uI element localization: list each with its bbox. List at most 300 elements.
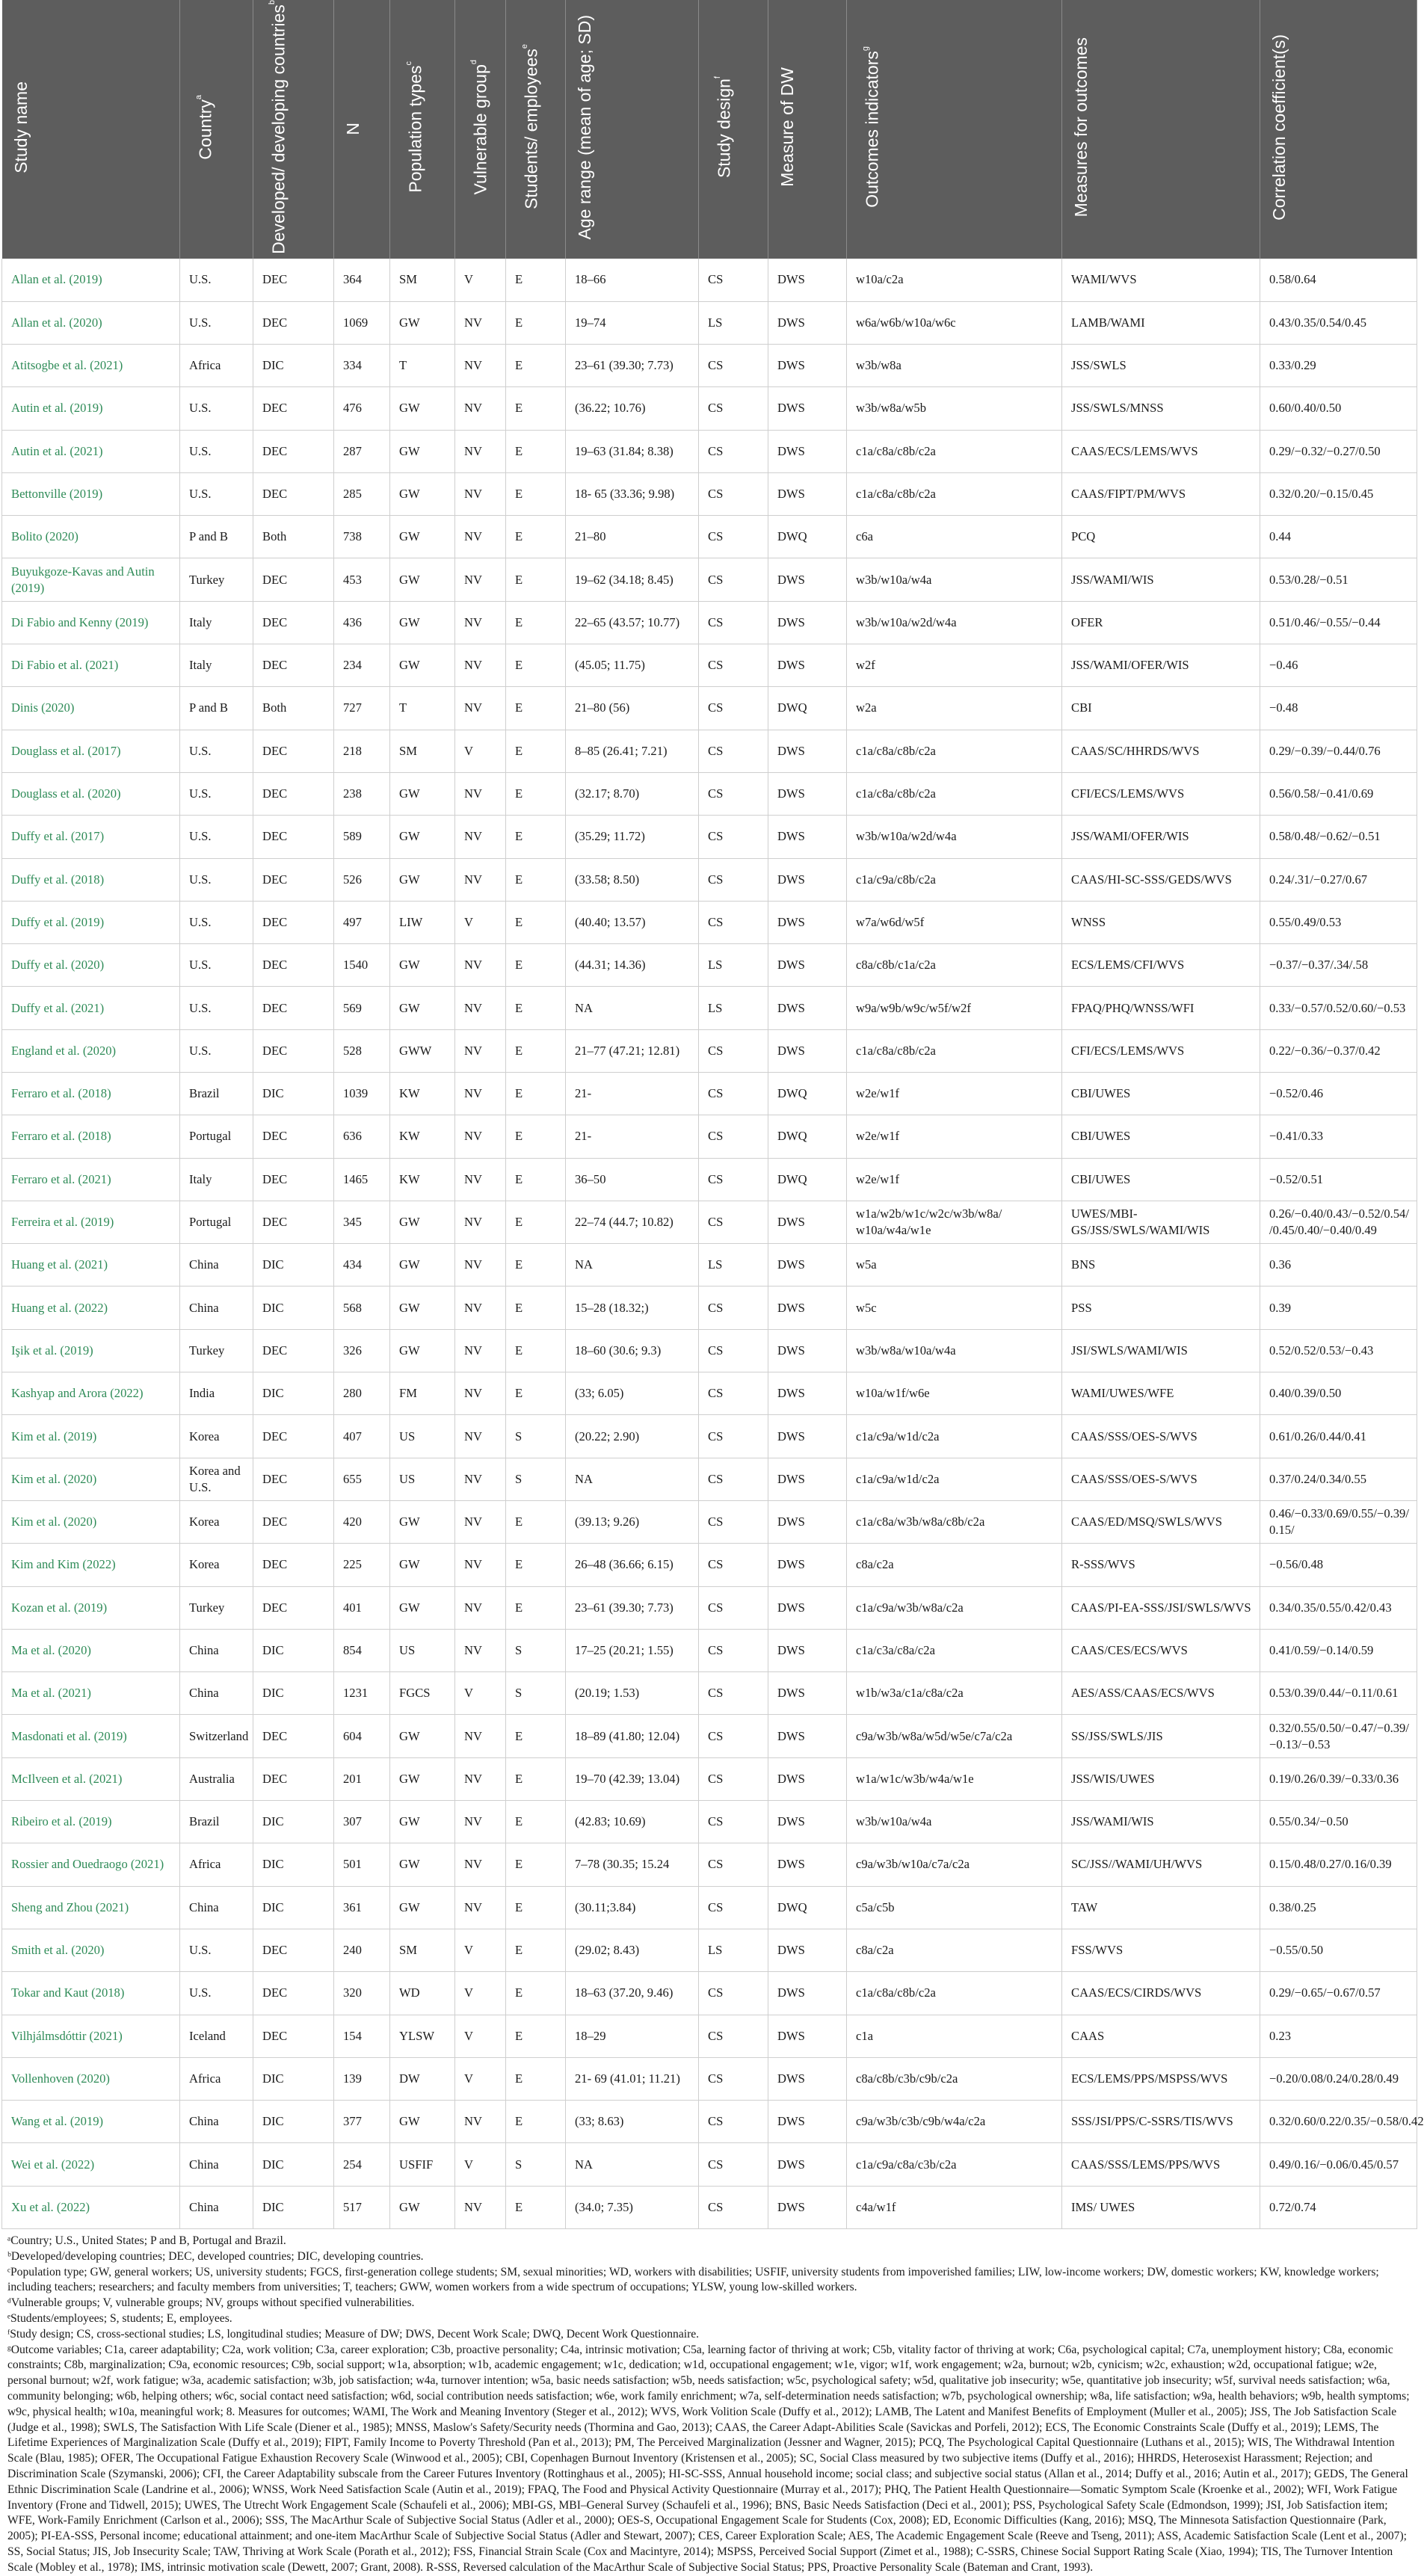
table-cell: E — [506, 1500, 566, 1543]
table-cell: China — [180, 1672, 253, 1715]
table-cell: NV — [455, 644, 506, 687]
study-name-link[interactable]: Duffy et al. (2021) — [2, 987, 180, 1029]
table-cell: w2e/w1f — [847, 1073, 1062, 1115]
table-row — [2, 816, 1417, 858]
table-cell: Korea — [180, 1415, 253, 1458]
table-cell: w9a/w9b/w9c/w5f/w2f — [847, 987, 1062, 1029]
table-cell: GW — [390, 558, 455, 601]
table-cell: w7a/w6d/w5f — [847, 901, 1062, 943]
table-row — [2, 1115, 1417, 1158]
table-cell: 528 — [334, 1029, 390, 1072]
table-cell: DWS — [768, 1586, 847, 1629]
table-cell: −0.46 — [1260, 644, 1417, 687]
table-cell: c1a/c9a/w1d/c2a — [847, 1415, 1062, 1458]
table-cell: T — [390, 344, 455, 386]
study-name-link[interactable]: McIlveen et al. (2021) — [2, 1757, 180, 1800]
table-cell: CS — [699, 1801, 768, 1843]
table-cell: E — [506, 858, 566, 901]
table-row — [2, 644, 1417, 687]
table-cell: SM — [390, 1929, 455, 1971]
table-cell: CS — [699, 1972, 768, 2015]
table-cell: P and B — [180, 516, 253, 558]
table-row — [2, 1158, 1417, 1201]
study-name-link[interactable]: Di Fabio et al. (2021) — [2, 644, 180, 687]
table-cell: IMS/ UWES — [1062, 2186, 1260, 2228]
table-cell: 407 — [334, 1415, 390, 1458]
table-row — [2, 1029, 1417, 1072]
column-header-text: Country — [195, 99, 215, 160]
table-cell: GW — [390, 1586, 455, 1629]
study-name-link[interactable]: Di Fabio and Kenny (2019) — [2, 601, 180, 644]
table-cell: −0.55/0.50 — [1260, 1929, 1417, 1971]
column-header-text: Population types — [405, 65, 425, 193]
table-cell: BNS — [1062, 1244, 1260, 1287]
table-cell: (33.58; 8.50) — [566, 858, 699, 901]
table-row — [2, 2143, 1417, 2186]
table-cell: 8–85 (26.41; 7.21) — [566, 730, 699, 772]
table-cell: E — [506, 730, 566, 772]
table-cell: 254 — [334, 2143, 390, 2186]
table-cell: c1a/c8a/c8b/c2a — [847, 1029, 1062, 1072]
table-cell: w1a/w2b/w1c/w2c/w3b/w8a/ w10a/w4a/w1e — [847, 1201, 1062, 1243]
table-cell: T — [390, 687, 455, 730]
table-cell: w3b/w8a/w10a/w4a — [847, 1329, 1062, 1372]
table-cell: DWS — [768, 601, 847, 644]
column-header-footnote-mark: b — [268, 0, 277, 5]
table-cell: c1a/c9a/w3b/w8a/c2a — [847, 1586, 1062, 1629]
table-cell: NV — [455, 1458, 506, 1500]
table-cell: GW — [390, 2186, 455, 2228]
column-header-label — [399, 61, 425, 193]
table-cell: KW — [390, 1073, 455, 1115]
table-cell: DWS — [768, 2015, 847, 2057]
table-cell: 0.49/0.16/−0.06/0.45/0.57 — [1260, 2143, 1417, 2186]
study-name-link[interactable]: Huang et al. (2022) — [2, 1287, 180, 1329]
table-cell: JSI/SWLS/WAMI/WIS — [1062, 1329, 1260, 1372]
study-name-link[interactable]: Ferraro et al. (2021) — [2, 1158, 180, 1201]
table-cell: U.S. — [180, 472, 253, 515]
table-cell: JSS/WIS/UWES — [1062, 1757, 1260, 1800]
table-cell: DWS — [768, 1244, 847, 1287]
study-name-link[interactable]: Douglass et al. (2017) — [2, 730, 180, 772]
study-name-link[interactable]: Kim et al. (2019) — [2, 1415, 180, 1458]
table-cell: NV — [455, 1115, 506, 1158]
table-cell: Iceland — [180, 2015, 253, 2057]
table-cell: 0.37/0.24/0.34/0.55 — [1260, 1458, 1417, 1500]
table-cell: E — [506, 1073, 566, 1115]
table-cell: P and B — [180, 687, 253, 730]
table-cell: 0.53/0.28/−0.51 — [1260, 558, 1417, 601]
table-cell: 238 — [334, 772, 390, 815]
table-cell: SM — [390, 730, 455, 772]
table-header — [2, 0, 1417, 259]
table-cell: V — [455, 1672, 506, 1715]
table-cell: DIC — [253, 344, 334, 386]
table-cell: 201 — [334, 1757, 390, 1800]
study-name-link[interactable]: Rossier and Ouedraogo (2021) — [2, 1843, 180, 1886]
table-cell: 0.33/−0.57/0.52/0.60/−0.53 — [1260, 987, 1417, 1029]
study-name-link[interactable]: Ma et al. (2021) — [2, 1672, 180, 1715]
footnote: ᶜPopulation type; GW, general workers; US, university students; FGCS, first-generation college students; SM, sexual minorities; WD, workers with disabilities; USFIF, university students from impoverished families; LIW, low-income workers; DW, domestic workers; KW, knowledge workers; including teachers; researchers; and faculty members from universities; T, teachers; GWW, women workers from a wide spectrum of occupations; YLSW, young low-skilled workers. — [7, 2265, 1379, 2294]
table-cell: c4a/w1f — [847, 2186, 1062, 2228]
table-cell: CS — [699, 901, 768, 943]
table-cell: DEC — [253, 1929, 334, 1971]
table-cell: E — [506, 1801, 566, 1843]
table-cell: c1a/c8a/w3b/w8a/c8b/c2a — [847, 1500, 1062, 1543]
table-cell: NA — [566, 1244, 699, 1287]
table-cell: DEC — [253, 301, 334, 344]
study-name-link[interactable]: Tokar and Kaut (2018) — [2, 1972, 180, 2015]
study-name-link[interactable]: Duffy et al. (2020) — [2, 944, 180, 987]
table-cell: Turkey — [180, 558, 253, 601]
table-cell: GW — [390, 387, 455, 430]
table-cell: GW — [390, 816, 455, 858]
table-row — [2, 1586, 1417, 1629]
table-row — [2, 1972, 1417, 2015]
table-cell: JSS/SWLS/MNSS — [1062, 387, 1260, 430]
table-cell: 854 — [334, 1629, 390, 1671]
table-cell: GW — [390, 1757, 455, 1800]
table-cell: CAAS/FIPT/PM/WVS — [1062, 472, 1260, 515]
table-cell: 21–77 (47.21; 12.81) — [566, 1029, 699, 1072]
table-cell: 0.60/0.40/0.50 — [1260, 387, 1417, 430]
table-cell: DWS — [768, 1757, 847, 1800]
table-cell: DEC — [253, 1158, 334, 1201]
table-cell: LS — [699, 1929, 768, 1971]
footnote: ᶠStudy design; CS, cross-sectional studies; LS, longitudinal studies; Measure of DW; DWS, Decent Work Scale; DWQ, Decent Work Questionnaire. — [7, 2327, 700, 2341]
table-cell: CS — [699, 1629, 768, 1671]
table-cell: E — [506, 1715, 566, 1757]
table-cell: Africa — [180, 344, 253, 386]
table-cell: DIC — [253, 1672, 334, 1715]
table-cell: DEC — [253, 1544, 334, 1586]
table-cell: DWS — [768, 1458, 847, 1500]
study-name-link[interactable]: Autin et al. (2019) — [2, 387, 180, 430]
table-cell: 0.15/0.48/0.27/0.16/0.39 — [1260, 1843, 1417, 1886]
table-cell: DIC — [253, 2143, 334, 2186]
table-cell: U.S. — [180, 259, 253, 301]
table-cell: NV — [455, 472, 506, 515]
table-cell: U.S. — [180, 944, 253, 987]
table-cell: 1039 — [334, 1073, 390, 1115]
table-cell: NV — [455, 516, 506, 558]
study-name-link[interactable]: Işik et al. (2019) — [2, 1329, 180, 1372]
table-cell: DWS — [768, 901, 847, 943]
table-cell: c8a/c2a — [847, 1544, 1062, 1586]
table-cell: 22–65 (43.57; 10.77) — [566, 601, 699, 644]
table-cell: E — [506, 987, 566, 1029]
table-cell: GW — [390, 987, 455, 1029]
table-cell: CS — [699, 1886, 768, 1929]
table-cell: w3b/w10a/w2d/w4a — [847, 816, 1062, 858]
table-cell: c1a/c8a/c8b/c2a — [847, 772, 1062, 815]
table-cell: DWS — [768, 644, 847, 687]
table-cell: CS — [699, 259, 768, 301]
table-cell: 21- — [566, 1073, 699, 1115]
table-cell: DEC — [253, 2015, 334, 2057]
table-cell: R-SSS/WVS — [1062, 1544, 1260, 1586]
table-cell: DEC — [253, 816, 334, 858]
table-cell: WD — [390, 1972, 455, 2015]
table-row — [2, 1629, 1417, 1671]
table-cell: NV — [455, 1544, 506, 1586]
table-cell: 154 — [334, 2015, 390, 2057]
study-name-link[interactable]: Kim et al. (2020) — [2, 1500, 180, 1543]
table-row — [2, 558, 1417, 601]
table-cell: 0.23 — [1260, 2015, 1417, 2057]
table-cell: c9a/w3b/c3b/c9b/w4a/c2a — [847, 2101, 1062, 2143]
footnote: ᵈVulnerable groups; V, vulnerable groups; NV, groups without specified vulnerabilities. — [7, 2296, 415, 2310]
table-cell: CS — [699, 1544, 768, 1586]
table-cell: E — [506, 601, 566, 644]
table-cell: E — [506, 1158, 566, 1201]
table-cell: Korea — [180, 1500, 253, 1543]
table-cell: c5a/c5b — [847, 1886, 1062, 1929]
study-name-link[interactable]: Buyukgoze-Kavas and Autin (2019) — [2, 558, 180, 601]
table-cell: NV — [455, 1201, 506, 1243]
study-name-link[interactable]: Duffy et al. (2019) — [2, 901, 180, 943]
table-cell: c1a/c9a/w1d/c2a — [847, 1458, 1062, 1500]
table-cell: E — [506, 1287, 566, 1329]
table-cell: CS — [699, 858, 768, 901]
table-cell: NV — [455, 1586, 506, 1629]
study-name-link[interactable]: Huang et al. (2021) — [2, 1244, 180, 1287]
table-row — [2, 1929, 1417, 1971]
table-cell: DIC — [253, 2186, 334, 2228]
table-cell: (40.40; 13.57) — [566, 901, 699, 943]
table-cell: V — [455, 259, 506, 301]
table-cell: E — [506, 2057, 566, 2100]
table-cell: w2e/w1f — [847, 1115, 1062, 1158]
study-name-link[interactable]: Ferraro et al. (2018) — [2, 1073, 180, 1115]
table-cell: NV — [455, 987, 506, 1029]
table-cell: E — [506, 1329, 566, 1372]
study-name-link[interactable]: Kim et al. (2020) — [2, 1458, 180, 1500]
table-cell: w5c — [847, 1287, 1062, 1329]
table-cell: c8a/c8b/c1a/c2a — [847, 944, 1062, 987]
table-cell: 0.32/0.55/0.50/−0.47/−0.39/ −0.13/−0.53 — [1260, 1715, 1417, 1757]
study-name-link[interactable]: Wei et al. (2022) — [2, 2143, 180, 2186]
study-name-link[interactable]: Masdonati et al. (2019) — [2, 1715, 180, 1757]
table-cell: 345 — [334, 1201, 390, 1243]
table-cell: 1465 — [334, 1158, 390, 1201]
column-header — [455, 0, 506, 259]
table-cell: DWS — [768, 472, 847, 515]
table-cell: 18–29 — [566, 2015, 699, 2057]
table-cell: LS — [699, 301, 768, 344]
table-cell: GWW — [390, 1029, 455, 1072]
table-cell: Portugal — [180, 1201, 253, 1243]
table-cell: NV — [455, 2101, 506, 2143]
table-cell: Brazil — [180, 1073, 253, 1115]
table-cell: DEC — [253, 1201, 334, 1243]
table-cell: 19–74 — [566, 301, 699, 344]
table-cell: V — [455, 2057, 506, 2100]
table-cell: CS — [699, 2101, 768, 2143]
study-name-link[interactable]: Duffy et al. (2017) — [2, 816, 180, 858]
table-row — [2, 301, 1417, 344]
study-name-link[interactable]: England et al. (2020) — [2, 1029, 180, 1072]
table-cell: c8a/c2a — [847, 1929, 1062, 1971]
study-name-link[interactable]: Bettonville (2019) — [2, 472, 180, 515]
study-name-link[interactable]: Douglass et al. (2020) — [2, 772, 180, 815]
table-cell: E — [506, 1029, 566, 1072]
table-cell: CAAS/SSS/OES-S/WVS — [1062, 1415, 1260, 1458]
table-body — [2, 259, 1424, 2229]
table-cell: w2e/w1f — [847, 1158, 1062, 1201]
study-name-link[interactable]: Wang et al. (2019) — [2, 2101, 180, 2143]
table-row — [2, 516, 1417, 558]
table-cell: (20.22; 2.90) — [566, 1415, 699, 1458]
table-cell: DEC — [253, 472, 334, 515]
table-cell: NV — [455, 1244, 506, 1287]
table-cell: E — [506, 301, 566, 344]
table-cell: Turkey — [180, 1329, 253, 1372]
table-cell: w2f — [847, 644, 1062, 687]
study-name-link[interactable]: Kozan et al. (2019) — [2, 1586, 180, 1629]
table-cell: DIC — [253, 2057, 334, 2100]
table-cell: NV — [455, 687, 506, 730]
study-name-link[interactable]: Smith et al. (2020) — [2, 1929, 180, 1971]
table-row — [2, 2015, 1417, 2057]
study-name-link[interactable]: Bolito (2020) — [2, 516, 180, 558]
table-cell: c1a/c8a/c8b/c2a — [847, 472, 1062, 515]
column-header-footnote-mark: d — [469, 59, 478, 64]
table-row — [2, 1757, 1417, 1800]
table-cell: DEC — [253, 730, 334, 772]
table-cell: 240 — [334, 1929, 390, 1971]
table-cell: NV — [455, 301, 506, 344]
table-cell: 636 — [334, 1115, 390, 1158]
table-cell: DEC — [253, 601, 334, 644]
column-header-footnote-mark: g — [861, 46, 870, 52]
column-header-label — [11, 81, 31, 173]
table-cell: WAMI/WVS — [1062, 259, 1260, 301]
table-cell: 526 — [334, 858, 390, 901]
study-name-link[interactable]: Vilhjálmsdóttir (2021) — [2, 2015, 180, 2057]
study-name-link[interactable]: Ferreira et al. (2019) — [2, 1201, 180, 1243]
table-cell: 476 — [334, 387, 390, 430]
table-cell: U.S. — [180, 858, 253, 901]
column-header-text: Vulnerable group — [470, 64, 490, 195]
table-cell: NV — [455, 1500, 506, 1543]
column-header — [253, 0, 334, 259]
table-cell: KW — [390, 1115, 455, 1158]
table-cell: CAAS/ECS/CIRDS/WVS — [1062, 1972, 1260, 2015]
table-cell: 307 — [334, 1801, 390, 1843]
table-cell: DIC — [253, 1629, 334, 1671]
table-cell: 0.53/0.39/0.44/−0.11/0.61 — [1260, 1672, 1417, 1715]
table-cell: DWS — [768, 772, 847, 815]
study-name-link[interactable]: Sheng and Zhou (2021) — [2, 1886, 180, 1929]
table-cell: c1a/c8a/c8b/c2a — [847, 1972, 1062, 2015]
column-header — [566, 0, 699, 259]
table-cell: 0.43/0.35/0.54/0.45 — [1260, 301, 1417, 344]
study-name-link[interactable]: Kashyap and Arora (2022) — [2, 1372, 180, 1415]
table-cell: CAAS/SC/HHRDS/WVS — [1062, 730, 1260, 772]
table-cell: NA — [566, 1458, 699, 1500]
table-cell: DEC — [253, 987, 334, 1029]
table-cell: 0.33/0.29 — [1260, 344, 1417, 386]
table-cell: DWS — [768, 1544, 847, 1586]
table-cell: CS — [699, 1158, 768, 1201]
study-name-link[interactable]: Allan et al. (2019) — [2, 259, 180, 301]
table-cell: 497 — [334, 901, 390, 943]
table-cell: 15–28 (18.32;) — [566, 1287, 699, 1329]
study-name-link[interactable]: Vollenhoven (2020) — [2, 2057, 180, 2100]
table-row — [2, 1073, 1417, 1115]
study-name-link[interactable]: Ribeiro et al. (2019) — [2, 1801, 180, 1843]
column-header-footnote-mark: f — [713, 76, 722, 78]
table-cell: CS — [699, 1287, 768, 1329]
column-header-label — [343, 123, 363, 135]
table-cell: w10a/c2a — [847, 259, 1062, 301]
table-cell: NA — [566, 2143, 699, 2186]
table-cell: 655 — [334, 1458, 390, 1500]
table-cell: 0.29/−0.65/−0.67/0.57 — [1260, 1972, 1417, 2015]
table-cell: 0.24/.31/−0.27/0.67 — [1260, 858, 1417, 901]
study-name-link[interactable]: Duffy et al. (2018) — [2, 858, 180, 901]
table-cell: Korea — [180, 1544, 253, 1586]
column-header — [768, 0, 847, 259]
table-cell: 139 — [334, 2057, 390, 2100]
table-cell: 36–50 — [566, 1158, 699, 1201]
table-cell: E — [506, 644, 566, 687]
table-cell: TAW — [1062, 1886, 1260, 1929]
study-name-link[interactable]: Allan et al. (2020) — [2, 301, 180, 344]
table-cell: CS — [699, 1586, 768, 1629]
study-name-link[interactable]: Ma et al. (2020) — [2, 1629, 180, 1671]
study-name-link[interactable]: Autin et al. (2021) — [2, 430, 180, 472]
table-cell: PCQ — [1062, 516, 1260, 558]
table-cell: USFIF — [390, 2143, 455, 2186]
study-name-link[interactable]: Kim and Kim (2022) — [2, 1544, 180, 1586]
table-cell: Australia — [180, 1757, 253, 1800]
study-name-link[interactable]: Ferraro et al. (2018) — [2, 1115, 180, 1158]
table-cell: (29.02; 8.43) — [566, 1929, 699, 1971]
table-cell: CS — [699, 344, 768, 386]
table-cell: DIC — [253, 1244, 334, 1287]
study-name-link[interactable]: Atitsogbe et al. (2021) — [2, 344, 180, 386]
table-row — [2, 1244, 1417, 1287]
table-cell: CS — [699, 644, 768, 687]
table-cell: E — [506, 687, 566, 730]
table-row — [2, 2057, 1417, 2100]
table-cell: DEC — [253, 858, 334, 901]
table-cell: CS — [699, 1201, 768, 1243]
study-name-link[interactable]: Xu et al. (2022) — [2, 2186, 180, 2228]
table-cell: GW — [390, 1500, 455, 1543]
table-cell: SC/JSS//WAMI/UH/WVS — [1062, 1843, 1260, 1886]
table-cell: c8a/c8b/c3b/c9b/c2a — [847, 2057, 1062, 2100]
table-cell: U.S. — [180, 730, 253, 772]
table-cell: GW — [390, 601, 455, 644]
table-cell: DEC — [253, 1115, 334, 1158]
table-cell: JSS/WAMI/WIS — [1062, 558, 1260, 601]
table-cell: 18–66 — [566, 259, 699, 301]
table-cell: DWS — [768, 1287, 847, 1329]
table-cell: CS — [699, 1073, 768, 1115]
table-cell: DWS — [768, 1843, 847, 1886]
table-cell: FSS/WVS — [1062, 1929, 1260, 1971]
table-cell: CS — [699, 1843, 768, 1886]
table-cell: E — [506, 1886, 566, 1929]
table-cell: NV — [455, 858, 506, 901]
study-name-link[interactable]: Dinis (2020) — [2, 687, 180, 730]
table-cell: CFI/ECS/LEMS/WVS — [1062, 772, 1260, 815]
table-cell: 334 — [334, 344, 390, 386]
table-cell: NV — [455, 1715, 506, 1757]
